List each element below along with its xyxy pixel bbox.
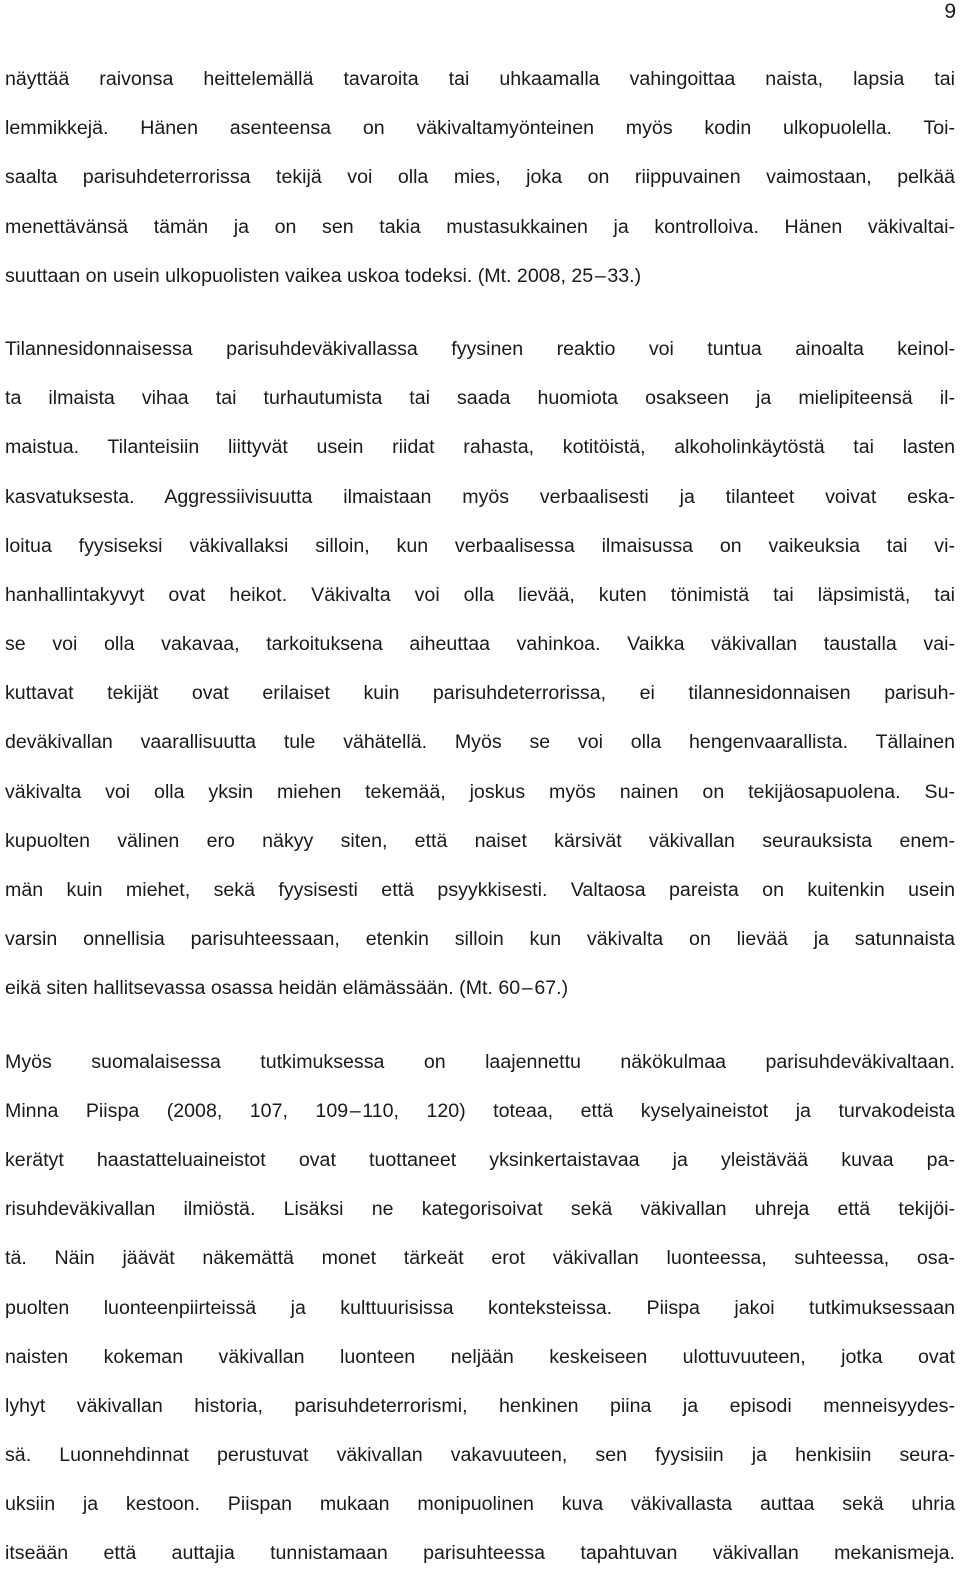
text-line: Tilannesidonnaisessa parisuhdeväkivallassa fyysinen reaktio voi tuntua ainoalta keinol- [5, 337, 955, 360]
text-line: deväkivallan vaarallisuutta tule vähätellä. Myös se voi olla hengenvaarallista. Tällainen [5, 731, 955, 754]
text-line: kerätyt haastatteluaineistot ovat tuottaneet yksinkertaistavaa ja yleistävää kuvaa pa- [5, 1148, 955, 1171]
paragraph-3 [5, 1038, 955, 1579]
text-line: lyhyt väkivallan historia, parisuhdeterrorismi, henkinen piina ja episodi menneisyydes- [5, 1394, 955, 1417]
text-line: män kuin miehet, sekä fyysisesti että psyykkisesti. Valtaosa pareista on kuitenkin usein [5, 879, 955, 901]
text-line: ta ilmaista vihaa tai turhautumista tai saada huomiota osakseen ja mielipiteensä il- [5, 387, 955, 410]
text-line: lemmikkejä. Hänen asenteensa on väkivaltamyönteinen myös kodin ulkopuolella. Toi- [5, 117, 955, 140]
text-line: kasvatuksesta. Aggressiivisuutta ilmaistaan myös verbaalisesti ja tilanteet voivat eska- [5, 485, 955, 508]
paragraph-gap [5, 301, 955, 325]
paragraph-gap [5, 1014, 955, 1038]
paragraph-1 [5, 55, 955, 301]
page-body [5, 55, 955, 1579]
text-line: loitua fyysiseksi väkivallaksi silloin, kun verbaalisessa ilmaisussa on vaikeuksia tai vi- [5, 534, 955, 557]
text-line: maistua. Tilanteisiin liittyvät usein riidat rahasta, kotitöistä, alkoholinkäytöstä tai lasten [5, 436, 955, 459]
text-line: kupuolten välinen ero näkyy siten, että naiset kärsivät väkivallan seurauksista enem- [5, 829, 955, 852]
text-line: saalta parisuhdeterrorissa tekijä voi olla mies, joka on riippuvainen vaimostaan, pelkää [5, 166, 955, 189]
text-line: Myös suomalaisessa tutkimuksessa on laajennettu näkökulmaa parisuhdeväkivaltaan. [5, 1050, 955, 1073]
text-line: eikä siten hallitsevassa osassa heidän elämässään. (Mt. 60 – 67.) [5, 977, 569, 1000]
text-line: tä. Näin jäävät näkemättä monet tärkeät erot väkivallan luonteessa, suhteessa, osa- [5, 1247, 955, 1270]
text-line: hanhallintakyvyt ovat heikot. Väkivalta voi olla lievää, kuten tönimistä tai läpsimistä, tai [5, 583, 955, 606]
text-line: suuttaan on usein ulkopuolisten vaikea uskoa todeksi. (Mt. 2008, 25 – 33.) [5, 264, 642, 287]
text-line: se voi olla vakavaa, tarkoituksena aiheuttaa vahinkoa. Vaikka väkivallan taustalla vai- [5, 633, 955, 656]
text-line: risuhdeväkivallan ilmiöstä. Lisäksi ne kategorisoivat sekä väkivallan uhreja että tekijöi- [5, 1198, 955, 1221]
text-line: varsin onnellisia parisuhteessaan, etenkin silloin kun väkivalta on lievää ja satunnaista [5, 928, 955, 951]
text-line: menettävänsä tämän ja on sen takia mustasukkainen ja kontrolloiva. Hänen väkivaltai- [5, 215, 955, 238]
text-line: Minna Piispa (2008, 107, 109 – 110, 120) toteaa, että kyselyaineistot ja turvakodeista [5, 1099, 955, 1122]
text-line: sä. Luonnehdinnat perustuvat väkivallan vakavuuteen, sen fyysisiin ja henkisiin seura- [5, 1444, 955, 1467]
page-number: 9 [944, 0, 956, 23]
text-line: väkivalta voi olla yksin miehen tekemää, joskus myös nainen on tekijäosapuolena. Su- [5, 780, 955, 803]
text-line: uksiin ja kestoon. Piispan mukaan monipuolinen kuva väkivallasta auttaa sekä uhria [5, 1493, 955, 1516]
text-line: itseään että auttajia tunnistamaan parisuhteessa tapahtuvan väkivallan mekanismeja. [5, 1542, 955, 1565]
text-line: naisten kokeman väkivallan luonteen neljään keskeiseen ulottuvuuteen, jotka ovat [5, 1345, 955, 1368]
paragraph-2 [5, 325, 955, 1014]
text-line: näyttää raivonsa heittelemällä tavaroita tai uhkaamalla vahingoittaa naista, lapsia tai [5, 68, 955, 90]
text-line: kuttavat tekijät ovat erilaiset kuin parisuhdeterrorissa, ei tilannesidonnaisen parisuh- [5, 682, 955, 705]
text-line: puolten luonteenpiirteissä ja kulttuurisissa konteksteissa. Piispa jakoi tutkimuksessaan [5, 1296, 955, 1319]
